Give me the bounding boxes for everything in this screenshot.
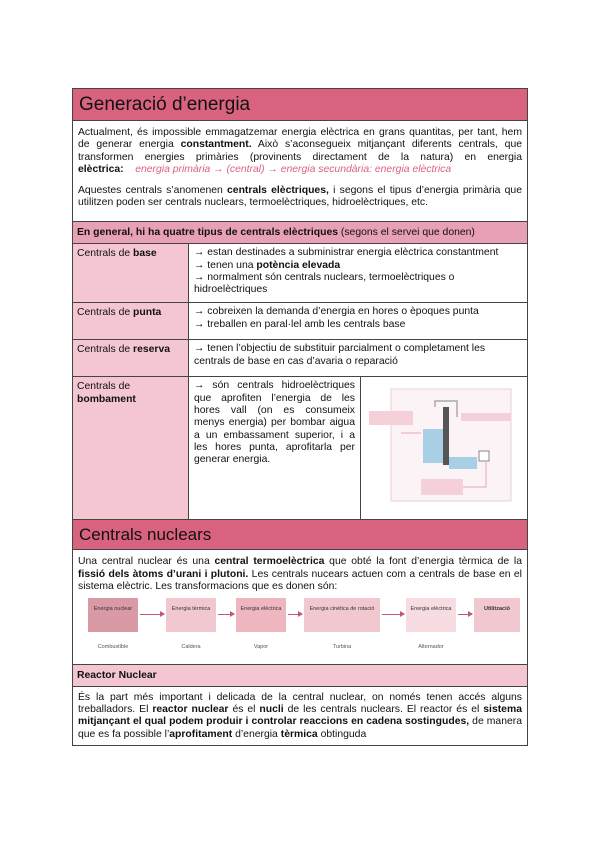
pumped-storage-diagram bbox=[361, 377, 527, 519]
text: Les centrals nucears actuen com a centrals de base en el sistema elèctric. Les transformacions que es donen són: bbox=[78, 568, 522, 593]
row-content bbox=[189, 340, 527, 376]
flow-arrow bbox=[288, 614, 302, 615]
bold-text: bombament bbox=[77, 393, 136, 405]
intro-paragraph-2 bbox=[78, 185, 522, 210]
flow-label: Alternador bbox=[418, 643, 444, 650]
page-title: Generació d’energia bbox=[73, 89, 527, 121]
bold-text: constantment. bbox=[180, 139, 252, 151]
flow-arrow bbox=[458, 614, 472, 615]
bold-text: potència elevada bbox=[256, 259, 341, 271]
row-content bbox=[189, 377, 361, 519]
reactor-paragraph bbox=[78, 692, 522, 742]
text: de les centrals nuclears. El reactor és el bbox=[283, 704, 484, 716]
text: Aquestes centrals s’anomenen bbox=[78, 184, 228, 196]
text: que obté la font d’energia tèrmica de la bbox=[324, 556, 522, 568]
text: obtinguda bbox=[317, 728, 367, 740]
flow-arrow bbox=[140, 614, 164, 615]
row-punta bbox=[73, 303, 527, 340]
types-header bbox=[73, 222, 527, 244]
bold-text: centrals elèctriques, bbox=[227, 184, 329, 196]
row-bombament bbox=[73, 377, 527, 520]
line: → estan destinades a subministrar energia elèctrica constantment bbox=[194, 247, 499, 259]
diagram-label-box bbox=[421, 479, 463, 495]
intro-section bbox=[73, 121, 527, 222]
document-page bbox=[72, 88, 528, 746]
line: → normalment són centrals nuclears, termoelèctriques o hidroelèctriques bbox=[194, 272, 455, 296]
bold-text: punta bbox=[133, 307, 162, 319]
energy-formula: energia primària → (central) → energia secundària: energia elèctrica bbox=[135, 164, 452, 176]
flow-label: Vapor bbox=[253, 643, 269, 650]
lower-reservoir bbox=[449, 457, 477, 469]
text: És la part més important i delicada de la central nuclear, on només tenen accés alguns treballadors. El bbox=[78, 691, 522, 716]
line: → cobreixen la demanda d’energia en hores o èpoques punta bbox=[194, 306, 479, 318]
row-content bbox=[189, 303, 527, 339]
dam bbox=[443, 407, 449, 465]
bold-text: sistema mitjançant el qual podem produir i controlar reaccions en cadena sostingudes, bbox=[78, 704, 522, 728]
diagram-svg bbox=[361, 377, 526, 517]
text: Centrals de bbox=[77, 248, 134, 260]
flow-arrow bbox=[218, 614, 234, 615]
bold-text: tèrmica bbox=[280, 728, 318, 740]
reactor-section bbox=[73, 687, 527, 746]
bold-text: elèctrica: bbox=[78, 164, 124, 176]
text: Centrals de bbox=[77, 381, 131, 393]
flow-label: Caldera bbox=[181, 643, 201, 650]
intro-paragraph-1 bbox=[78, 127, 522, 177]
row-label bbox=[73, 244, 189, 302]
flow-box: Energia cinètica de rotació bbox=[304, 598, 380, 632]
bold-text: Reactor Nuclear bbox=[77, 669, 157, 681]
text: de manera que es fa possible l’ bbox=[78, 716, 522, 740]
text: és el bbox=[228, 704, 260, 716]
row-label bbox=[73, 377, 189, 519]
text: Actualment, és impossible emmagatzemar energia elèctrica en grans quantitas, per tant, hem de generar energia bbox=[78, 127, 522, 151]
flow-box: Energia nuclear bbox=[88, 598, 138, 632]
text: Això s’aconsegueix mitjançant diferents centrals, que transformen energies primàries (provinents directament de la natura) en energia bbox=[78, 139, 523, 163]
diagram-label-box bbox=[369, 411, 413, 425]
row-label bbox=[73, 303, 189, 339]
line: → treballen en paral·lel amb les centrals base bbox=[194, 318, 406, 330]
bold-text: reactor nuclear bbox=[152, 704, 229, 716]
bold-text: En general, hi ha quatre tipus de centrals elèctriques bbox=[77, 227, 338, 239]
nuclear-paragraph bbox=[78, 556, 522, 593]
bold-text: nucli bbox=[259, 704, 284, 716]
reactor-header bbox=[73, 665, 527, 687]
section-title-nuclear: Centrals nuclears bbox=[73, 520, 527, 550]
row-base bbox=[73, 244, 527, 303]
bold-text: fissió dels àtoms d’urani i plutoni. bbox=[78, 568, 249, 580]
text: Centrals de bbox=[77, 307, 134, 319]
text: i segons el tipus d’energia primària que utilitzen poden ser centrals nuclears, termoelèctriques, hidroelèctriques, etc. bbox=[78, 184, 522, 209]
diagram-label-box bbox=[461, 413, 511, 421]
flow-box: Energia elèctrica bbox=[406, 598, 456, 632]
flow-box: Energia elèctrica bbox=[236, 598, 286, 632]
flow-label: Combustible bbox=[97, 643, 129, 650]
row-label bbox=[73, 340, 189, 376]
line: → tenen l’objectiu de substituir parcialment o completament les centrals de base en cas d’avaria o reparació bbox=[194, 343, 486, 367]
line: → són centrals hidroelèctriques que aprofiten l’energia de les hores vall (on es consumeix menys energia) per bombar aigua a un embassament superior, i a les hores punta, aprofitarla per generar energia. bbox=[194, 380, 355, 466]
bold-text: aprofitament bbox=[169, 728, 233, 740]
text: → tenen una bbox=[194, 259, 257, 271]
flow-box: Energia tèrmica bbox=[166, 598, 216, 632]
flow-label: Turbina bbox=[332, 643, 352, 650]
row-reserva bbox=[73, 340, 527, 377]
bold-text: central termoelèctrica bbox=[214, 556, 325, 568]
turbine bbox=[479, 451, 489, 461]
line bbox=[194, 260, 522, 272]
energy-flow-diagram bbox=[78, 594, 522, 662]
row-content bbox=[189, 244, 527, 302]
text: Una central nuclear és una bbox=[78, 556, 215, 568]
text: Centrals de bbox=[77, 344, 134, 356]
nuclear-intro bbox=[73, 550, 527, 664]
flow-box: Utilització bbox=[474, 598, 520, 632]
flow-arrow bbox=[382, 614, 404, 615]
text: (segons el servei que donen) bbox=[338, 227, 475, 239]
bold-text: reserva bbox=[133, 344, 171, 356]
text: d’energia bbox=[232, 728, 281, 740]
bold-text: base bbox=[133, 248, 157, 260]
